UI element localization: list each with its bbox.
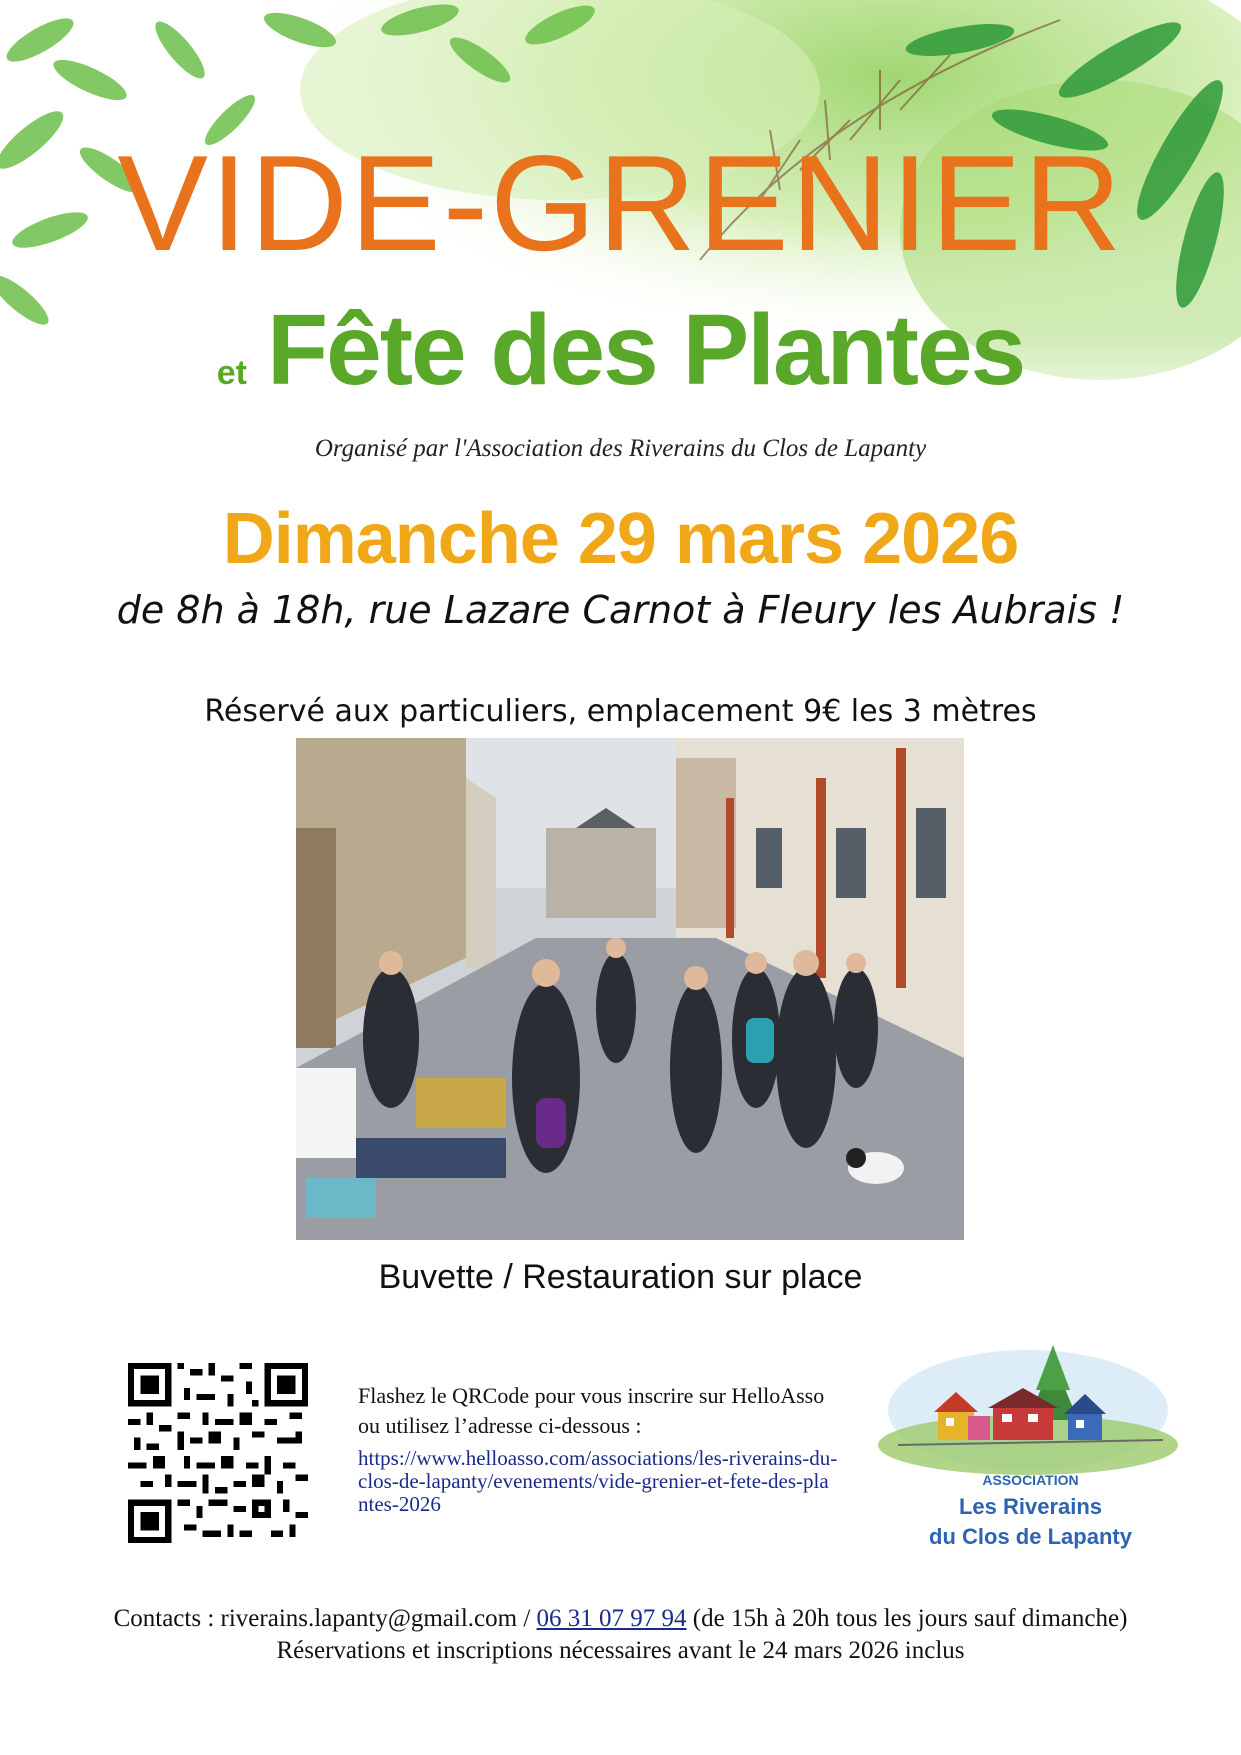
subtitle-et: et (216, 354, 247, 392)
event-hours-location: de 8h à 18h, rue Lazare Carnot à Fleury les Aubrais ! (116, 588, 1125, 632)
street-market-photo (296, 738, 964, 1240)
subtitle-fete-des-plantes: Fête des Plantes (267, 294, 1025, 406)
qr-instructions: Flashez le QRCode pour vous inscrire sur HelloAsso ou utilisez l’adresse ci-dessous : (358, 1383, 825, 1438)
logo-name-line1: Les Riverains (958, 1494, 1103, 1519)
reserved-info: Réservé aux particuliers, emplacement 9€ les 3 mètres (204, 694, 1037, 729)
contacts-line (0, 1605, 1241, 1633)
contacts-phone-link[interactable]: 06 31 07 97 94 (536, 1605, 687, 1632)
title-vide-grenier: VIDE-GRENIER (117, 127, 1124, 279)
logo-association-label: ASSOCIATION (982, 1472, 1079, 1488)
registration-url-link[interactable]: https://www.helloasso.com/associations/les-riverains-du-clos-de-lapanty/evenements/vide-grenier-et-fete-des-plantes-2026 (358, 1446, 838, 1516)
contacts-email: Contacts : riverains.lapanty@gmail.com / (113, 1605, 537, 1632)
event-date: Dimanche 29 mars 2026 (222, 499, 1019, 579)
contacts-hours: (de 15h à 20h tous les jours sauf dimanche) (686, 1605, 1128, 1632)
logo-name-line2: du Clos de Lapanty (929, 1524, 1132, 1549)
qr-code-icon[interactable] (128, 1363, 308, 1543)
buvette-info: Buvette / Restauration sur place (378, 1258, 863, 1296)
organizer-line: Organisé par l'Association des Riverains du Clos de Lapanty (314, 435, 927, 462)
registration-deadline: Réservations et inscriptions nécessaires avant le 24 mars 2026 inclus (276, 1637, 965, 1664)
subtitle-row (0, 294, 1241, 406)
